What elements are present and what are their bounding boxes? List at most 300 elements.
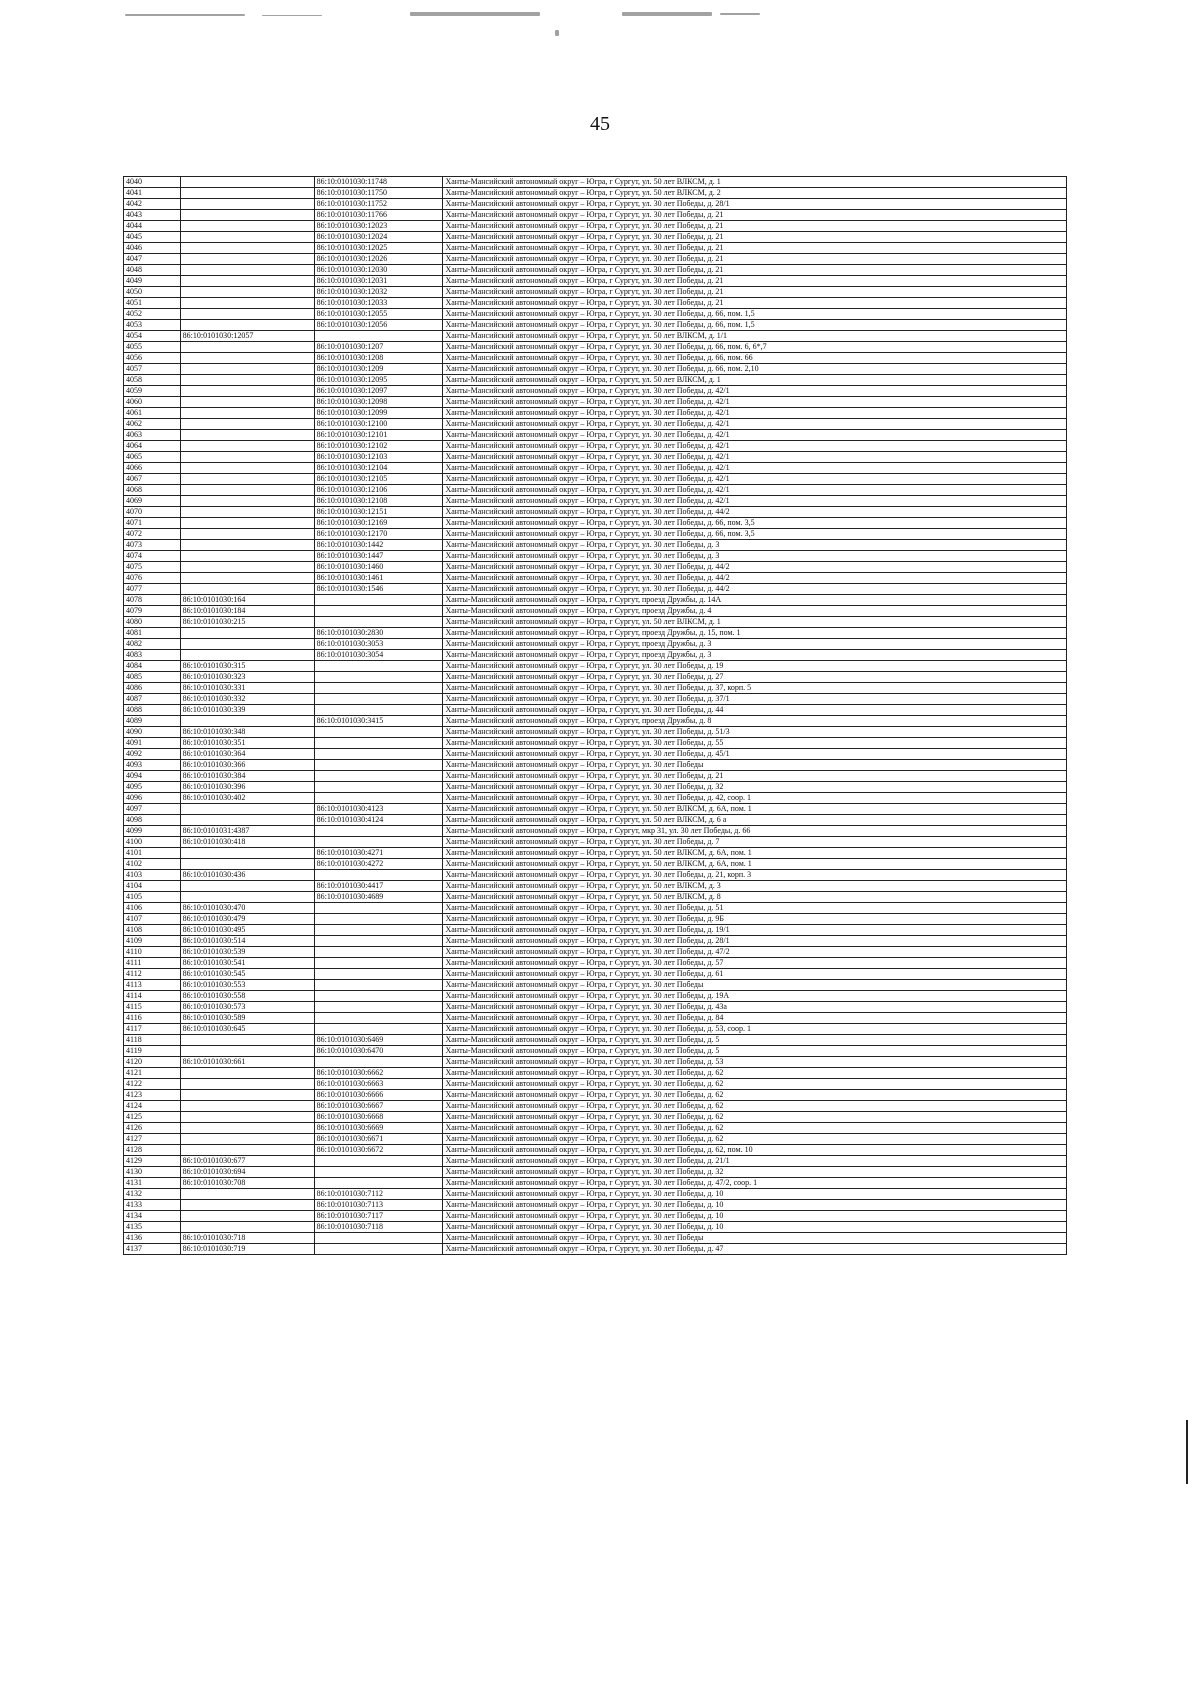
address-prefix: Ханты-Мансийский автономный округ – Югра, г Сургут, (445, 573, 643, 582)
table-row (124, 1046, 1067, 1057)
table-row (124, 518, 1067, 529)
cadastral-number-building (180, 551, 314, 562)
table-row (124, 430, 1067, 441)
cadastral-number-building (180, 562, 314, 573)
address-detail: ул. 30 лет Победы, д. 44/2 (642, 507, 730, 516)
cadastral-number-building (180, 848, 314, 859)
cadastral-number-building: 86:10:0101030:661 (180, 1057, 314, 1068)
row-number: 4103 (124, 870, 181, 881)
cadastral-number-premises: 86:10:0101030:12098 (314, 397, 443, 408)
table-row (124, 969, 1067, 980)
table-row (124, 1013, 1067, 1024)
row-number: 4132 (124, 1189, 181, 1200)
cadastral-number-premises: 86:10:0101030:11748 (314, 177, 443, 188)
cadastral-number-premises (314, 1156, 443, 1167)
table-row (124, 650, 1067, 661)
cadastral-number-premises: 86:10:0101030:12025 (314, 243, 443, 254)
address-cell (443, 738, 1067, 749)
address-prefix: Ханты-Мансийский автономный округ – Югра, г Сургут, (445, 749, 643, 758)
cadastral-number-premises: 86:10:0101030:12095 (314, 375, 443, 386)
row-number: 4093 (124, 760, 181, 771)
cadastral-number-building (180, 1079, 314, 1090)
address-detail: ул. 30 лет Победы, д. 44 (642, 705, 724, 714)
table-row (124, 1090, 1067, 1101)
cadastral-number-premises: 86:10:0101030:1442 (314, 540, 443, 551)
address-detail: проезд Дружбы, д. 15, пом. 1 (642, 628, 741, 637)
address-detail: ул. 30 лет Победы, д. 42/1 (642, 386, 730, 395)
address-detail: ул. 30 лет Победы, д. 42/1 (642, 452, 730, 461)
address-detail: ул. 30 лет Победы, д. 3 (642, 540, 720, 549)
table-row (124, 837, 1067, 848)
cadastral-number-premises: 86:10:0101030:6470 (314, 1046, 443, 1057)
cadastral-number-building: 86:10:0101030:364 (180, 749, 314, 760)
row-number: 4100 (124, 837, 181, 848)
address-detail: ул. 30 лет Победы, д. 21 (642, 232, 724, 241)
address-detail: ул. 30 лет Победы, д. 28/1 (642, 936, 730, 945)
cadastral-number-building (180, 1222, 314, 1233)
table-row (124, 1002, 1067, 1013)
cadastral-number-building (180, 815, 314, 826)
table-row (124, 914, 1067, 925)
row-number: 4133 (124, 1200, 181, 1211)
address-detail: проезд Дружбы, д. 14А (642, 595, 722, 604)
address-detail: ул. 30 лет Победы, д. 10 (642, 1211, 724, 1220)
address-prefix: Ханты-Мансийский автономный округ – Югра, г Сургут, (445, 694, 643, 703)
table-row (124, 1211, 1067, 1222)
cadastral-number-building (180, 1046, 314, 1057)
address-detail: ул. 50 лет ВЛКСМ, д. 6А, пом. 1 (642, 804, 752, 813)
cadastral-number-premises (314, 683, 443, 694)
address-prefix: Ханты-Мансийский автономный округ – Югра, г Сургут, (445, 958, 643, 967)
cadastral-number-building (180, 265, 314, 276)
cadastral-number-building (180, 287, 314, 298)
cadastral-number-building (180, 1211, 314, 1222)
row-number: 4060 (124, 397, 181, 408)
address-detail: ул. 30 лет Победы, д. 53, соор. 1 (642, 1024, 751, 1033)
cadastral-number-premises: 86:10:0101030:12151 (314, 507, 443, 518)
table-row (124, 375, 1067, 386)
address-detail: ул. 30 лет Победы, д. 32 (642, 782, 724, 791)
cadastral-number-building (180, 1090, 314, 1101)
cadastral-number-building (180, 628, 314, 639)
register-table-body (124, 177, 1067, 1255)
row-number: 4108 (124, 925, 181, 936)
address-cell (443, 1123, 1067, 1134)
address-detail: ул. 30 лет Победы, д. 9Б (642, 914, 724, 923)
address-prefix: Ханты-Мансийский автономный округ – Югра, г Сургут, (445, 617, 643, 626)
address-detail: ул. 30 лет Победы, д. 62 (642, 1090, 724, 1099)
table-row (124, 188, 1067, 199)
address-detail: ул. 30 лет Победы, д. 42/1 (642, 463, 730, 472)
table-row (124, 419, 1067, 430)
cadastral-number-premises: 86:10:0101030:12024 (314, 232, 443, 243)
address-cell (443, 1189, 1067, 1200)
cadastral-number-building (180, 1068, 314, 1079)
cadastral-number-premises (314, 1244, 443, 1255)
table-row (124, 463, 1067, 474)
cadastral-number-premises: 86:10:0101030:6666 (314, 1090, 443, 1101)
table-row (124, 199, 1067, 210)
cadastral-number-building (180, 408, 314, 419)
register-sheet (123, 176, 1067, 1255)
cadastral-number-building (180, 210, 314, 221)
row-number: 4136 (124, 1233, 181, 1244)
table-row (124, 1112, 1067, 1123)
address-detail: ул. 30 лет Победы, д. 5 (642, 1035, 720, 1044)
address-detail: ул. 30 лет Победы, д. 21 (642, 254, 724, 263)
cadastral-number-building: 86:10:0101030:418 (180, 837, 314, 848)
cadastral-number-premises: 86:10:0101030:12030 (314, 265, 443, 276)
address-prefix: Ханты-Мансийский автономный округ – Югра, г Сургут, (445, 947, 643, 956)
cadastral-number-building (180, 1134, 314, 1145)
address-detail: ул. 30 лет Победы, д. 62 (642, 1068, 724, 1077)
table-row (124, 1079, 1067, 1090)
address-cell (443, 507, 1067, 518)
cadastral-number-building (180, 276, 314, 287)
row-number: 4084 (124, 661, 181, 672)
table-row (124, 265, 1067, 276)
address-cell (443, 1013, 1067, 1024)
cadastral-number-building: 86:10:0101030:541 (180, 958, 314, 969)
row-number: 4113 (124, 980, 181, 991)
cadastral-number-premises (314, 1233, 443, 1244)
table-row (124, 1024, 1067, 1035)
address-detail: ул. 30 лет Победы, д. 21 (642, 771, 724, 780)
address-prefix: Ханты-Мансийский автономный округ – Югра, г Сургут, (445, 419, 643, 428)
cadastral-number-building: 86:10:0101030:184 (180, 606, 314, 617)
address-prefix: Ханты-Мансийский автономный округ – Югра, г Сургут, (445, 1057, 643, 1066)
table-row (124, 947, 1067, 958)
address-detail: ул. 50 лет ВЛКСМ, д. 2 (642, 188, 721, 197)
cadastral-number-premises (314, 738, 443, 749)
address-prefix: Ханты-Мансийский автономный округ – Югра, г Сургут, (445, 584, 643, 593)
row-number: 4099 (124, 826, 181, 837)
address-detail: ул. 30 лет Победы, д. 42/1 (642, 496, 730, 505)
table-row (124, 1167, 1067, 1178)
row-number: 4112 (124, 969, 181, 980)
cadastral-number-premises (314, 991, 443, 1002)
row-number: 4135 (124, 1222, 181, 1233)
cadastral-number-building (180, 892, 314, 903)
address-cell (443, 529, 1067, 540)
cadastral-number-building (180, 507, 314, 518)
address-prefix: Ханты-Мансийский автономный округ – Югра, г Сургут, (445, 925, 643, 934)
cadastral-number-premises: 86:10:0101030:1461 (314, 573, 443, 584)
row-number: 4092 (124, 749, 181, 760)
address-prefix: Ханты-Мансийский автономный округ – Югра, г Сургут, (445, 452, 643, 461)
cadastral-number-building (180, 485, 314, 496)
table-row (124, 716, 1067, 727)
address-detail: проезд Дружбы, д. 3 (642, 650, 712, 659)
cadastral-number-premises: 86:10:0101030:4123 (314, 804, 443, 815)
address-prefix: Ханты-Мансийский автономный округ – Югра, г Сургут, (445, 265, 643, 274)
address-detail: ул. 30 лет Победы, д. 21 (642, 221, 724, 230)
row-number: 4046 (124, 243, 181, 254)
address-cell (443, 276, 1067, 287)
address-cell (443, 287, 1067, 298)
table-row (124, 1178, 1067, 1189)
address-prefix: Ханты-Мансийский автономный округ – Югра, г Сургут, (445, 881, 643, 890)
address-cell (443, 1156, 1067, 1167)
address-cell (443, 342, 1067, 353)
cadastral-number-premises: 86:10:0101030:12170 (314, 529, 443, 540)
address-detail: ул. 30 лет Победы, д. 21 (642, 276, 724, 285)
cadastral-number-building: 86:10:0101031:4387 (180, 826, 314, 837)
address-prefix: Ханты-Мансийский автономный округ – Югра, г Сургут, (445, 760, 643, 769)
address-prefix: Ханты-Мансийский автономный округ – Югра, г Сургут, (445, 837, 643, 846)
row-number: 4086 (124, 683, 181, 694)
address-cell (443, 1101, 1067, 1112)
address-prefix: Ханты-Мансийский автономный округ – Югра, г Сургут, (445, 1090, 643, 1099)
address-prefix: Ханты-Мансийский автономный округ – Югра, г Сургут, (445, 232, 643, 241)
cadastral-number-building (180, 1189, 314, 1200)
row-number: 4090 (124, 727, 181, 738)
table-row (124, 342, 1067, 353)
address-detail: ул. 50 лет ВЛКСМ, д. 1 (642, 177, 721, 186)
address-prefix: Ханты-Мансийский автономный округ – Югра, г Сургут, (445, 771, 643, 780)
address-detail: ул. 30 лет Победы, д. 66, пом. 3,5 (642, 518, 755, 527)
address-cell (443, 749, 1067, 760)
address-prefix: Ханты-Мансийский автономный округ – Югра, г Сургут, (445, 870, 643, 879)
cadastral-number-premises: 86:10:0101030:6667 (314, 1101, 443, 1112)
cadastral-number-building (180, 243, 314, 254)
table-row (124, 749, 1067, 760)
table-row (124, 1200, 1067, 1211)
address-detail: ул. 50 лет ВЛКСМ, д. 6 а (642, 815, 727, 824)
row-number: 4131 (124, 1178, 181, 1189)
row-number: 4121 (124, 1068, 181, 1079)
cadastral-number-premises: 86:10:0101030:6662 (314, 1068, 443, 1079)
address-cell (443, 925, 1067, 936)
table-row (124, 694, 1067, 705)
address-cell (443, 1024, 1067, 1035)
address-cell (443, 760, 1067, 771)
address-cell (443, 639, 1067, 650)
table-row (124, 507, 1067, 518)
row-number: 4059 (124, 386, 181, 397)
row-number: 4080 (124, 617, 181, 628)
address-detail: ул. 50 лет ВЛКСМ, д. 1 (642, 617, 721, 626)
address-detail: ул. 30 лет Победы, д. 42/1 (642, 441, 730, 450)
address-cell (443, 903, 1067, 914)
address-detail: ул. 30 лет Победы, д. 10 (642, 1222, 724, 1231)
cadastral-number-premises: 86:10:0101030:1546 (314, 584, 443, 595)
address-detail: ул. 30 лет Победы, д. 66, пом. 6, 6*,7 (642, 342, 767, 351)
cadastral-number-premises: 86:10:0101030:12056 (314, 320, 443, 331)
address-cell (443, 1090, 1067, 1101)
address-prefix: Ханты-Мансийский автономный округ – Югра, г Сургут, (445, 298, 643, 307)
address-prefix: Ханты-Мансийский автономный округ – Югра, г Сургут, (445, 804, 643, 813)
address-detail: ул. 50 лет ВЛКСМ, д. 3 (642, 881, 721, 890)
cadastral-number-premises (314, 870, 443, 881)
address-detail: ул. 30 лет Победы, д. 55 (642, 738, 724, 747)
address-cell (443, 210, 1067, 221)
address-prefix: Ханты-Мансийский автономный округ – Югра, г Сургут, (445, 1079, 643, 1088)
address-cell (443, 188, 1067, 199)
address-detail: ул. 30 лет Победы, д. 47/2, соор. 1 (642, 1178, 758, 1187)
row-number: 4052 (124, 309, 181, 320)
row-number: 4087 (124, 694, 181, 705)
address-cell (443, 650, 1067, 661)
cadastral-number-premises (314, 782, 443, 793)
cadastral-number-building: 86:10:0101030:332 (180, 694, 314, 705)
address-detail: ул. 30 лет Победы, д. 42/1 (642, 397, 730, 406)
address-detail: ул. 30 лет Победы, д. 66, пом. 66 (642, 353, 753, 362)
cadastral-number-building (180, 386, 314, 397)
cadastral-number-building (180, 584, 314, 595)
table-row (124, 1035, 1067, 1046)
address-detail: ул. 30 лет Победы, д. 66, пом. 2,10 (642, 364, 759, 373)
address-cell (443, 1068, 1067, 1079)
address-cell (443, 606, 1067, 617)
cadastral-number-building: 86:10:0101030:315 (180, 661, 314, 672)
address-detail: ул. 30 лет Победы, д. 66, пом. 1,5 (642, 320, 755, 329)
cadastral-number-building: 86:10:0101030:348 (180, 727, 314, 738)
row-number: 4066 (124, 463, 181, 474)
address-cell (443, 474, 1067, 485)
cadastral-number-building (180, 221, 314, 232)
address-prefix: Ханты-Мансийский автономный округ – Югра, г Сургут, (445, 628, 643, 637)
address-cell (443, 419, 1067, 430)
address-cell (443, 870, 1067, 881)
address-cell (443, 1145, 1067, 1156)
address-cell (443, 375, 1067, 386)
table-row (124, 903, 1067, 914)
table-row (124, 793, 1067, 804)
address-prefix: Ханты-Мансийский автономный округ – Югра, г Сургут, (445, 386, 643, 395)
cadastral-number-building: 86:10:0101030:514 (180, 936, 314, 947)
address-prefix: Ханты-Мансийский автономный округ – Югра, г Сургут, (445, 1002, 643, 1011)
address-detail: ул. 30 лет Победы, д. 44/2 (642, 584, 730, 593)
row-number: 4085 (124, 672, 181, 683)
address-cell (443, 1167, 1067, 1178)
row-number: 4126 (124, 1123, 181, 1134)
address-cell (443, 683, 1067, 694)
cadastral-number-building: 86:10:0101030:164 (180, 595, 314, 606)
cadastral-number-premises: 86:10:0101030:12106 (314, 485, 443, 496)
table-row (124, 529, 1067, 540)
cadastral-number-premises (314, 771, 443, 782)
cadastral-number-premises (314, 749, 443, 760)
cadastral-number-premises: 86:10:0101030:6672 (314, 1145, 443, 1156)
cadastral-number-building (180, 375, 314, 386)
address-cell (443, 848, 1067, 859)
row-number: 4104 (124, 881, 181, 892)
address-detail: ул. 30 лет Победы, д. 51/3 (642, 727, 730, 736)
cadastral-number-premises: 86:10:0101030:3415 (314, 716, 443, 727)
address-prefix: Ханты-Мансийский автономный округ – Югра, г Сургут, (445, 738, 643, 747)
row-number: 4098 (124, 815, 181, 826)
table-row (124, 771, 1067, 782)
address-detail: ул. 30 лет Победы, д. 42, соор. 1 (642, 793, 751, 802)
address-prefix: Ханты-Мансийский автономный округ – Югра, г Сургут, (445, 705, 643, 714)
cadastral-number-premises (314, 958, 443, 969)
row-number: 4102 (124, 859, 181, 870)
address-prefix: Ханты-Мансийский автономный округ – Югра, г Сургут, (445, 496, 643, 505)
cadastral-number-building: 86:10:0101030:589 (180, 1013, 314, 1024)
address-prefix: Ханты-Мансийский автономный округ – Югра, г Сургут, (445, 1211, 643, 1220)
cadastral-number-premises (314, 727, 443, 738)
cadastral-number-premises (314, 980, 443, 991)
address-cell (443, 298, 1067, 309)
table-row (124, 991, 1067, 1002)
address-prefix: Ханты-Мансийский автономный округ – Югра, г Сургут, (445, 320, 643, 329)
cadastral-number-building (180, 529, 314, 540)
cadastral-number-premises: 86:10:0101030:12023 (314, 221, 443, 232)
row-number: 4067 (124, 474, 181, 485)
row-number: 4129 (124, 1156, 181, 1167)
address-cell (443, 496, 1067, 507)
cadastral-number-building: 86:10:0101030:545 (180, 969, 314, 980)
row-number: 4109 (124, 936, 181, 947)
address-cell (443, 1244, 1067, 1255)
cadastral-number-premises (314, 760, 443, 771)
address-prefix: Ханты-Мансийский автономный округ – Югра, г Сургут, (445, 331, 643, 340)
address-cell (443, 452, 1067, 463)
cadastral-number-building (180, 1123, 314, 1134)
address-detail: ул. 30 лет Победы, д. 62 (642, 1101, 724, 1110)
table-row (124, 1068, 1067, 1079)
cadastral-number-building (180, 199, 314, 210)
address-prefix: Ханты-Мансийский автономный округ – Югра, г Сургут, (445, 199, 643, 208)
address-cell (443, 221, 1067, 232)
address-prefix: Ханты-Мансийский автономный округ – Югра, г Сургут, (445, 1035, 643, 1044)
cadastral-number-premises: 86:10:0101030:1447 (314, 551, 443, 562)
row-number: 4137 (124, 1244, 181, 1255)
row-number: 4097 (124, 804, 181, 815)
address-detail: ул. 30 лет Победы, д. 43а (642, 1002, 727, 1011)
table-row (124, 397, 1067, 408)
cadastral-number-premises: 86:10:0101030:1209 (314, 364, 443, 375)
row-number: 4091 (124, 738, 181, 749)
table-row (124, 287, 1067, 298)
cadastral-number-premises: 86:10:0101030:12103 (314, 452, 443, 463)
table-row (124, 551, 1067, 562)
address-cell (443, 1222, 1067, 1233)
row-number: 4123 (124, 1090, 181, 1101)
address-prefix: Ханты-Мансийский автономный округ – Югра, г Сургут, (445, 980, 643, 989)
row-number: 4078 (124, 595, 181, 606)
cadastral-number-building (180, 320, 314, 331)
address-detail: ул. 30 лет Победы, д. 32 (642, 1167, 724, 1176)
row-number: 4095 (124, 782, 181, 793)
table-row (124, 276, 1067, 287)
address-prefix: Ханты-Мансийский автономный округ – Югра, г Сургут, (445, 1233, 643, 1242)
address-cell (443, 694, 1067, 705)
address-cell (443, 771, 1067, 782)
address-detail: ул. 30 лет Победы, д. 21 (642, 210, 724, 219)
address-detail: ул. 30 лет Победы, д. 42/1 (642, 408, 730, 417)
address-prefix: Ханты-Мансийский автономный округ – Югра, г Сургут, (445, 243, 643, 252)
cadastral-number-building: 86:10:0101030:323 (180, 672, 314, 683)
cadastral-number-building (180, 441, 314, 452)
cadastral-number-building: 86:10:0101030:694 (180, 1167, 314, 1178)
address-prefix: Ханты-Мансийский автономный округ – Югра, г Сургут, (445, 177, 643, 186)
address-prefix: Ханты-Мансийский автономный округ – Югра, г Сургут, (445, 826, 643, 835)
table-row (124, 452, 1067, 463)
address-prefix: Ханты-Мансийский автономный округ – Югра, г Сургут, (445, 716, 643, 725)
cadastral-number-premises: 86:10:0101030:2830 (314, 628, 443, 639)
address-detail: ул. 30 лет Победы, д. 62, пом. 10 (642, 1145, 753, 1154)
address-prefix: Ханты-Мансийский автономный округ – Югра, г Сургут, (445, 375, 643, 384)
cadastral-number-building (180, 496, 314, 507)
cadastral-number-building (180, 419, 314, 430)
address-cell (443, 1046, 1067, 1057)
address-prefix: Ханты-Мансийский автономный округ – Югра, г Сургут, (445, 1046, 643, 1055)
cadastral-number-premises (314, 903, 443, 914)
address-prefix: Ханты-Мансийский автономный округ – Югра, г Сургут, (445, 1024, 643, 1033)
address-cell (443, 485, 1067, 496)
